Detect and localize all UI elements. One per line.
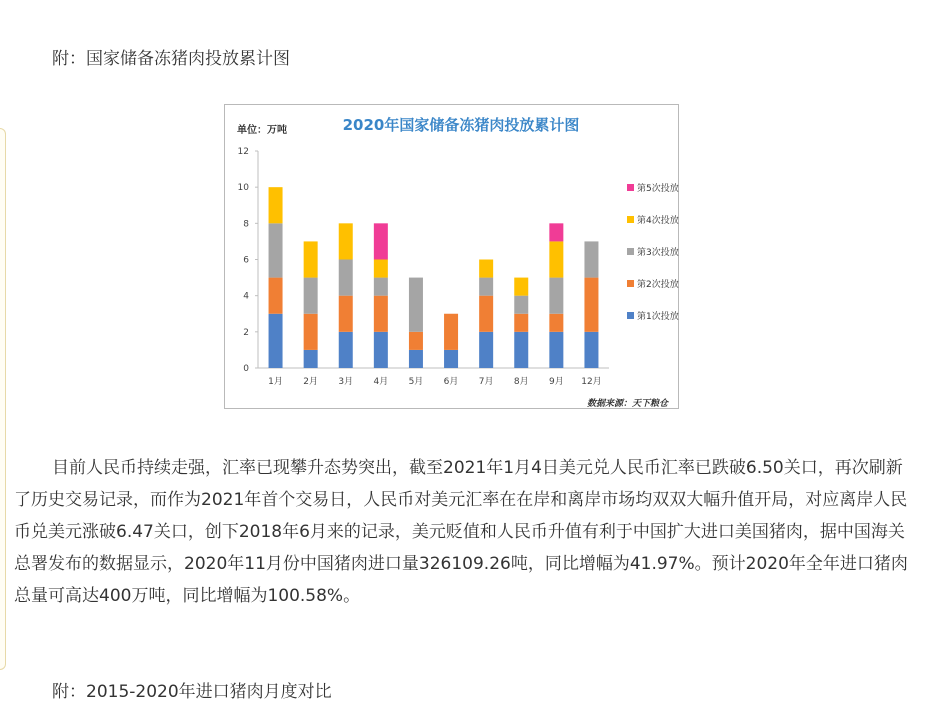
x-tick-label: 5月 xyxy=(408,377,424,387)
bar-segment-4 xyxy=(339,223,353,259)
bar-segment-3 xyxy=(514,296,528,314)
y-tick-label: 12 xyxy=(237,147,249,157)
bar-segment-1 xyxy=(514,332,528,368)
bar-segment-1 xyxy=(304,350,318,368)
chart-unit-label: 单位：万吨 xyxy=(237,125,287,136)
bar-segment-3 xyxy=(584,241,598,277)
bar-segment-3 xyxy=(269,223,283,277)
legend-swatch xyxy=(627,248,634,255)
bar-segment-3 xyxy=(304,278,318,314)
article-paragraph: 目前人民币持续走强，汇率已现攀升态势突出，截至2021年1月4日美元兑人民币汇率已跌破6.50关口，再次刷新了历史交易记录，而作为2021年首个交易日，人民币对美元汇率在在岸和离岸市场均双双大幅升值开局，对应离岸人民币兑美元涨破6.47关口，创下2018年6月来的记录，美元贬值和人民币升值有利于中国扩大进口美国猪肉，据中国海关总署发布的数据显示，2020年11月份中国猪肉进口量326109.26吨，同比增幅为41.97%。预计2020年全年进口猪肉总量可高达400万吨，同比增幅为100.58%。 xyxy=(14,458,908,606)
x-tick-label: 2月 xyxy=(303,377,319,387)
bar-segment-2 xyxy=(269,278,283,314)
y-tick-label: 8 xyxy=(243,219,249,230)
bar-segment-4 xyxy=(374,260,388,278)
y-tick-label: 10 xyxy=(237,183,249,194)
bar-segment-2 xyxy=(479,296,493,332)
stacked-bar-chart-figure xyxy=(224,104,679,409)
bar-segment-1 xyxy=(549,332,563,368)
previous-text-fragment xyxy=(0,0,925,2)
bar-segment-2 xyxy=(409,332,423,350)
chart-source: 数据来源：天下粮仓 xyxy=(586,399,668,409)
legend-label: 第1次投放 xyxy=(637,312,679,322)
bar-segment-5 xyxy=(549,223,563,241)
legend-swatch xyxy=(627,184,634,191)
bar-segment-3 xyxy=(549,278,563,314)
next-chart-caption: 附：2015-2020年进口猪肉月度对比 xyxy=(52,682,332,702)
bar-segment-1 xyxy=(374,332,388,368)
bar-segment-2 xyxy=(444,314,458,350)
bar-segment-3 xyxy=(479,278,493,296)
bar-segment-4 xyxy=(514,278,528,296)
bar-segment-2 xyxy=(514,314,528,332)
legend-swatch xyxy=(627,216,634,223)
bar-segment-4 xyxy=(549,241,563,277)
legend-label: 第5次投放 xyxy=(637,184,679,194)
bar-segment-3 xyxy=(409,278,423,332)
legend-label: 第3次投放 xyxy=(637,248,679,258)
bar-segment-3 xyxy=(339,260,353,296)
chart-svg xyxy=(225,105,680,410)
legend-swatch xyxy=(627,280,634,287)
legend-label: 第2次投放 xyxy=(637,280,679,290)
x-tick-label: 4月 xyxy=(373,377,389,387)
left-side-rail xyxy=(0,128,6,670)
bar-segment-1 xyxy=(409,350,423,368)
legend-swatch xyxy=(627,312,634,319)
bar-segment-2 xyxy=(339,296,353,332)
chart-title: 2020年国家储备冻猪肉投放累计图 xyxy=(342,116,580,134)
x-tick-label: 12月 xyxy=(581,377,602,387)
bar-segment-5 xyxy=(374,223,388,259)
bar-segment-4 xyxy=(479,260,493,278)
y-tick-label: 6 xyxy=(243,255,249,266)
bar-segment-3 xyxy=(374,278,388,296)
bar-segment-2 xyxy=(304,314,318,350)
bar-segment-1 xyxy=(269,314,283,368)
bar-segment-2 xyxy=(549,314,563,332)
bar-segment-2 xyxy=(584,278,598,332)
x-tick-label: 1月 xyxy=(268,377,283,387)
bar-segment-1 xyxy=(479,332,493,368)
bar-segment-4 xyxy=(269,187,283,223)
x-tick-label: 7月 xyxy=(478,377,494,387)
y-tick-label: 4 xyxy=(243,291,249,302)
y-tick-label: 0 xyxy=(243,364,249,374)
bar-segment-4 xyxy=(304,241,318,277)
bar-segment-1 xyxy=(584,332,598,368)
bar-segment-1 xyxy=(444,350,458,368)
chart-caption: 附：国家储备冻猪肉投放累计图 xyxy=(52,49,290,69)
legend-label: 第4次投放 xyxy=(637,216,679,226)
x-tick-label: 8月 xyxy=(513,377,529,387)
y-tick-label: 2 xyxy=(243,327,249,338)
x-tick-label: 6月 xyxy=(443,377,459,387)
x-tick-label: 3月 xyxy=(338,377,354,387)
x-tick-label: 9月 xyxy=(548,377,564,387)
bar-segment-1 xyxy=(339,332,353,368)
bar-segment-2 xyxy=(374,296,388,332)
